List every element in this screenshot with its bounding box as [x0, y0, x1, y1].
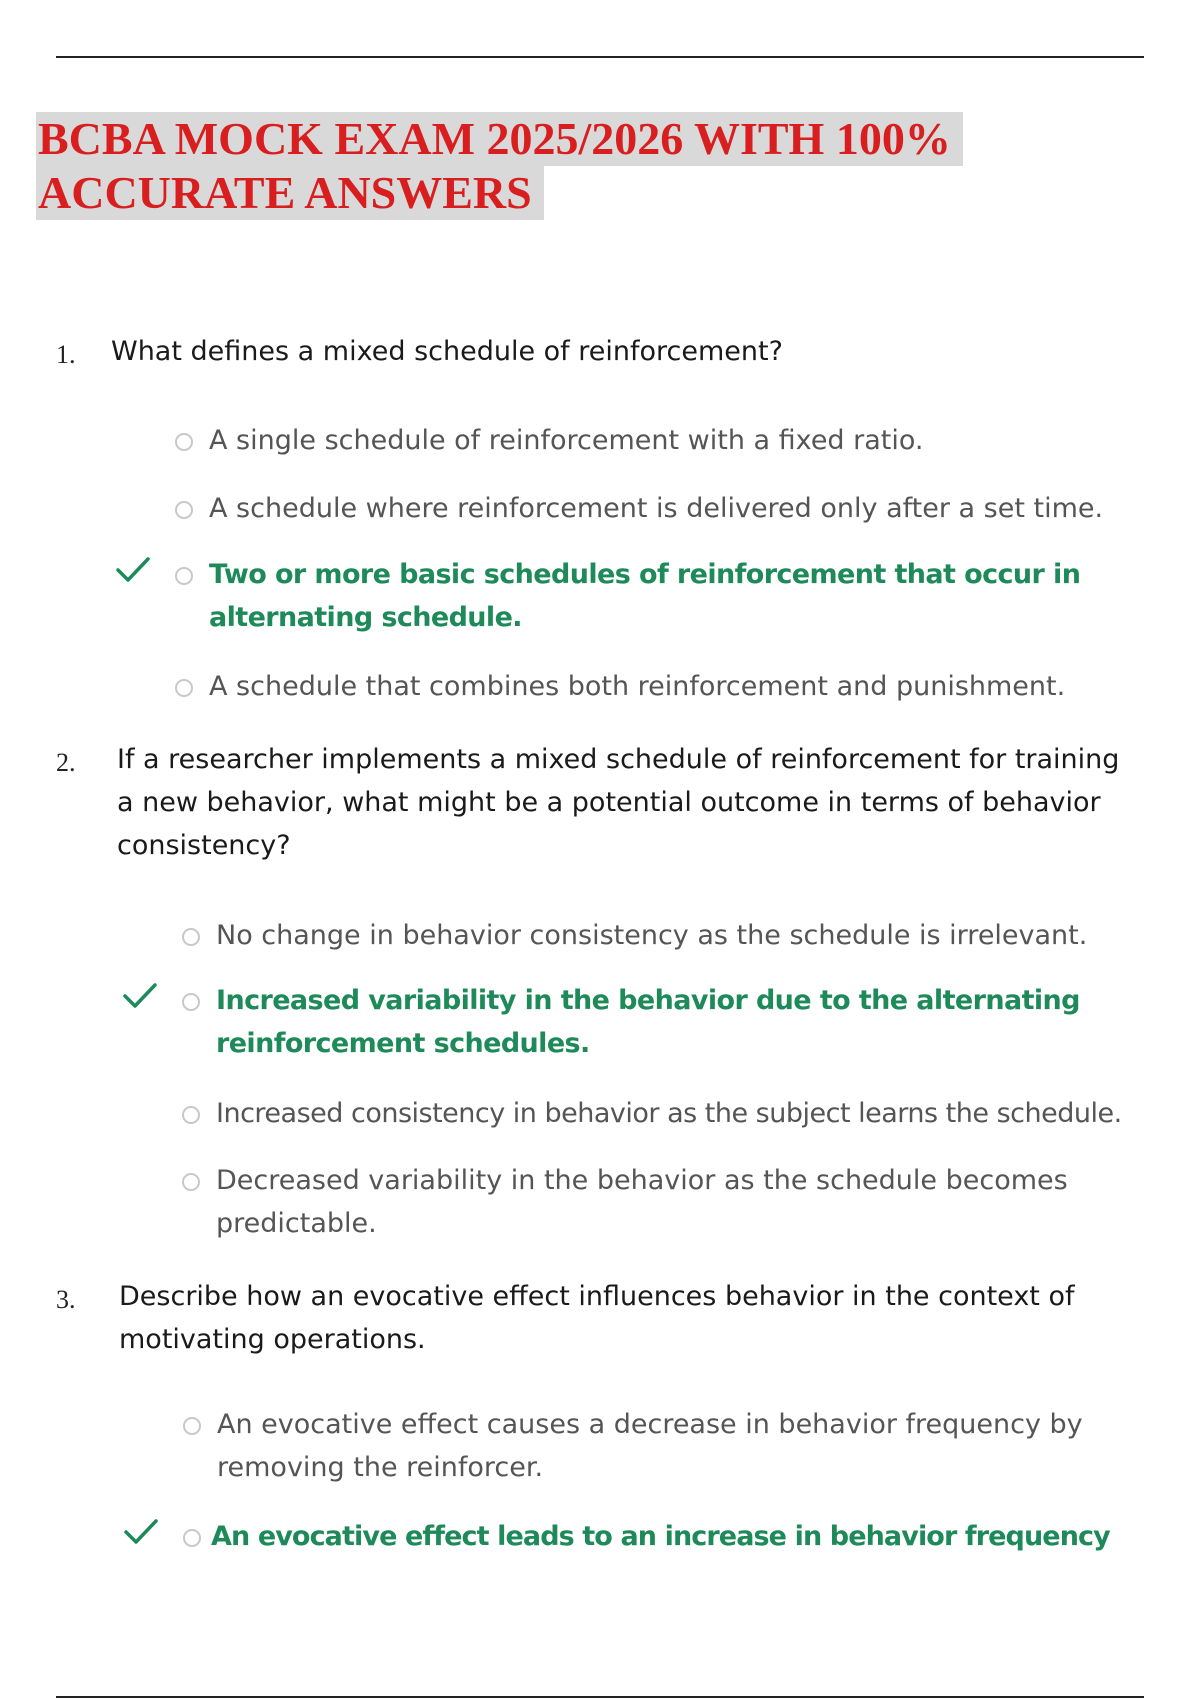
radio-empty-icon[interactable]: [182, 928, 200, 946]
radio-empty-icon[interactable]: [175, 433, 193, 451]
question-text: Describe how an evocative effect influences behavior in the context of motivating operations.: [119, 1281, 1075, 1355]
check-icon: [115, 555, 151, 585]
option-text: Increased variability in the behavior due to the alternating reinforcement schedules.: [216, 985, 1080, 1059]
option-text: A schedule that combines both reinforcement and punishment.: [209, 671, 1066, 702]
option-text: Increased consistency in behavior as the subject learns the schedule.: [216, 1098, 1122, 1129]
title-line-2: ACCURATE ANSWERS: [36, 166, 544, 220]
title-line-1: BCBA MOCK EXAM 2025/2026 WITH 100%: [36, 112, 963, 166]
check-icon: [123, 1517, 159, 1547]
option-text: Decreased variability in the behavior as the schedule becomes predictable.: [216, 1165, 1068, 1239]
radio-empty-icon[interactable]: [182, 1173, 200, 1191]
option-text: An evocative effect leads to an increase in behavior frequency: [211, 1521, 1110, 1552]
question-number: 3.: [56, 1285, 76, 1314]
question-number: 1.: [56, 340, 76, 369]
check-icon: [122, 981, 158, 1011]
option-text: No change in behavior consistency as the schedule is irrelevant.: [216, 920, 1088, 951]
question-text: What defines a mixed schedule of reinforcement?: [111, 336, 783, 367]
option-text: A schedule where reinforcement is delivered only after a set time.: [209, 493, 1104, 524]
radio-empty-icon[interactable]: [175, 501, 193, 519]
option-text: Two or more basic schedules of reinforcement that occur in alternating schedule.: [209, 559, 1081, 633]
radio-empty-icon[interactable]: [175, 567, 193, 585]
radio-empty-icon[interactable]: [182, 993, 200, 1011]
option-text: An evocative effect causes a decrease in behavior frequency by removing the reinforcer.: [217, 1409, 1083, 1483]
top-rule: [56, 56, 1144, 58]
question-number: 2.: [56, 748, 76, 777]
page-title: [36, 112, 963, 220]
option-text: A single schedule of reinforcement with a fixed ratio.: [209, 425, 924, 456]
question-text: If a researcher implements a mixed schedule of reinforcement for training a new behavior, what might be a potential outcome in terms of behavior consistency?: [117, 744, 1120, 861]
radio-empty-icon[interactable]: [175, 679, 193, 697]
radio-empty-icon[interactable]: [183, 1529, 201, 1547]
radio-empty-icon[interactable]: [182, 1106, 200, 1124]
bottom-rule: [56, 1696, 1144, 1698]
radio-empty-icon[interactable]: [183, 1417, 201, 1435]
